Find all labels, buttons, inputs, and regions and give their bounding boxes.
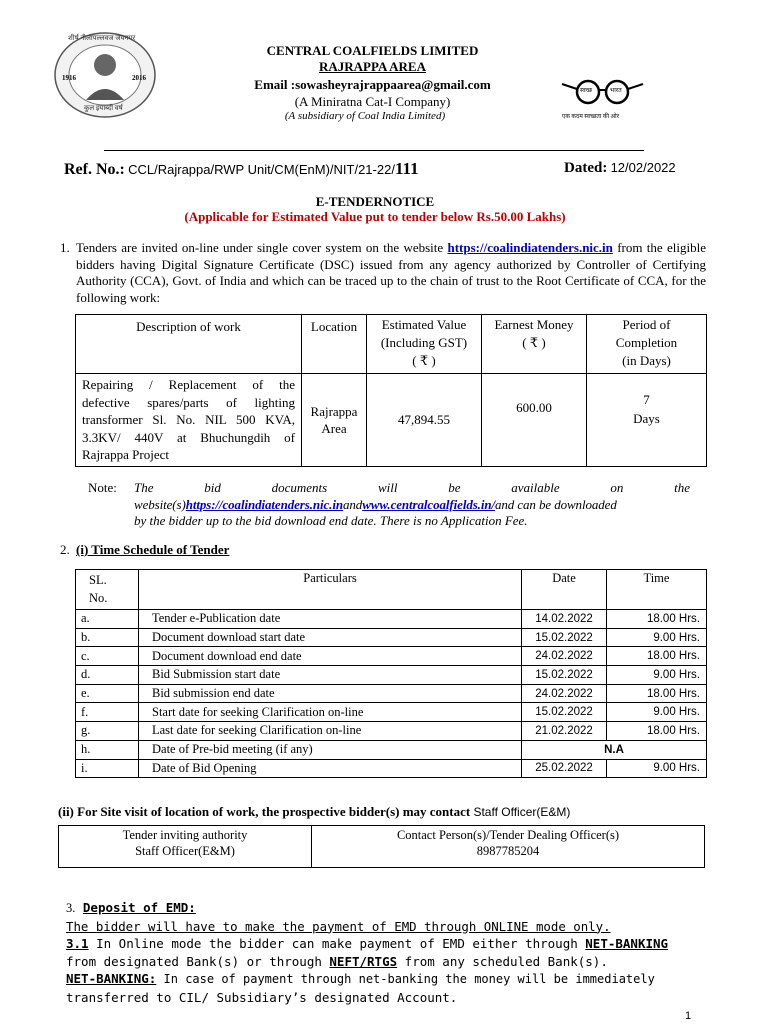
schedule-date: 21.02.2022 <box>522 722 607 741</box>
schedule-date: 24.02.2022 <box>522 647 607 666</box>
emd-line-5: transferred to CIL/ Subsidiary’s designated Account. <box>66 989 458 1005</box>
schedule-row <box>76 610 707 629</box>
est-header-2: (Including GST) <box>380 335 468 350</box>
email-line: Email :sowasheyrajrappaarea@gmail.com <box>254 77 491 92</box>
note-coalindia-link[interactable]: https://coalindiatenders.nic.in <box>185 496 343 512</box>
col-est-header <box>367 315 482 374</box>
emd-line-4 <box>66 970 706 989</box>
schedule-time: 18.00 Hrs. <box>607 647 707 666</box>
emd-neft: NEFT/RTGS <box>329 953 398 969</box>
col-period-header <box>587 315 707 374</box>
sl-header-1: SL. <box>89 573 107 587</box>
site-visit-heading-text: (ii) For Site visit of location of work, the prospective bidder(s) may contact <box>58 804 474 819</box>
time-header: Time <box>607 570 707 610</box>
schedule-time: 9.00 Hrs. <box>607 628 707 647</box>
date-header: Date <box>522 570 607 610</box>
note-label: Note: <box>88 480 117 495</box>
schedule-particular: Last date for seeking Clarification on-line <box>139 722 522 741</box>
logo-left-bottom-text: कुल इयाब्दी वर्ष <box>84 104 123 112</box>
contact-table <box>58 825 705 868</box>
schedule-row <box>76 740 707 759</box>
schedule-sl: b. <box>76 628 139 647</box>
period-header-1: Period of <box>622 317 671 332</box>
schedule-sl: d. <box>76 666 139 685</box>
work-location: Rajrappa Area <box>302 374 367 467</box>
logo-right-text-1: स्वच्छ <box>580 88 593 94</box>
schedule-particular: Start date for seeking Clarification on-line <box>139 703 522 722</box>
schedule-merged: N.A <box>522 740 707 759</box>
subsidiary-line: (A subsidiary of Coal India Limited) <box>284 110 446 122</box>
tender-authority-cell <box>59 826 312 868</box>
schedule-particular: Bid submission end date <box>139 684 522 703</box>
schedule-date: 15.02.2022 <box>522 628 607 647</box>
work-estimated-value: 47,894.55 <box>367 374 482 467</box>
work-table <box>75 314 707 467</box>
site-visit-contact: Staff Officer(E&M) <box>473 805 571 819</box>
emd-line-4-text: In case of payment through net-banking the money will be immediately <box>156 972 655 986</box>
schedule-time: 18.00 Hrs. <box>607 610 707 629</box>
note-pre: website(s) <box>134 496 186 512</box>
emd-line-2a: In Online mode the bidder can make payment of EMD either through <box>88 936 586 951</box>
schedule-row <box>76 684 707 703</box>
schedule-time: 9.00 Hrs. <box>607 759 707 778</box>
sl-header <box>76 570 139 610</box>
schedule-row <box>76 628 707 647</box>
schedule-sl: h. <box>76 740 139 759</box>
emd-line-2 <box>66 935 706 953</box>
schedule-particular: Tender e-Publication date <box>139 610 522 629</box>
note-line-3: by the bidder up to the bid download end date. There is no Application Fee. <box>134 513 528 528</box>
logo-left-year-2: 2016 <box>132 74 146 82</box>
schedule-date: 24.02.2022 <box>522 684 607 703</box>
particulars-header: Particulars <box>139 570 522 610</box>
ref-label: Ref. No.: <box>64 161 125 178</box>
schedule-row <box>76 666 707 685</box>
notice-subtitle: (Applicable for Estimated Value put to tender below Rs.50.00 Lakhs) <box>184 209 566 224</box>
emd-line-3b: from any scheduled Bank(s). <box>397 953 608 969</box>
emd-sub-num: 3.1 <box>66 936 89 951</box>
period-unit: Days <box>633 411 660 426</box>
ref-value: CCL/Rajrappa/RWP Unit/CM(EnM)/NIT/21-22/ <box>128 162 395 177</box>
emd-header-2: ( ₹ ) <box>522 335 546 350</box>
note-text <box>134 480 690 530</box>
logo-right-text-2: भारत <box>610 88 622 94</box>
company-name: CENTRAL COALFIELDS LIMITED <box>266 43 479 58</box>
schedule-row <box>76 759 707 778</box>
schedule-table <box>75 569 707 778</box>
para1-text-a: Tenders are invited on-line under single cover system on the website <box>76 240 448 255</box>
work-description: Repairing / Replacement of the defective spares/parts of lighting transformer Sl. No. NIL 500 KVA, 3.3KV/ 440V at Bhuchungdih of Rajrappa Project <box>76 374 302 467</box>
page-number: 1 <box>685 1010 692 1022</box>
note-line-1: The bid documents will be available on the <box>134 480 690 495</box>
logo-left-year-1: 1916 <box>62 74 76 82</box>
emd-line-3 <box>66 953 706 971</box>
emd-line-3a: from designated Bank(s) or through <box>66 953 330 969</box>
tender-authority-value: Staff Officer(E&M) <box>135 844 235 858</box>
work-period <box>587 374 707 467</box>
schedule-time: 9.00 Hrs. <box>607 703 707 722</box>
emd-nb-label: NET-BANKING: <box>66 971 157 986</box>
logo-right-caption: एक कदम स्वच्छता की ओर <box>562 114 620 120</box>
emd-heading: Deposit of EMD: <box>82 900 196 915</box>
schedule-time: 9.00 Hrs. <box>607 666 707 685</box>
sl-header-2: No. <box>89 591 108 605</box>
period-header-2: Completion <box>615 335 678 350</box>
est-header-1: Estimated Value <box>381 317 467 332</box>
work-earnest-money: 600.00 <box>482 374 587 467</box>
emd-num: 3. <box>66 901 76 915</box>
contact-row <box>59 826 705 868</box>
contact-person-header: Contact Person(s)/Tender Dealing Officer(s) <box>396 828 620 842</box>
schedule-particular: Date of Pre-bid meeting (if any) <box>139 740 522 759</box>
schedule-row <box>76 703 707 722</box>
schedule-date: 14.02.2022 <box>522 610 607 629</box>
site-visit-heading <box>58 804 570 820</box>
note-post: and can be downloaded <box>495 496 617 512</box>
ref-number: 111 <box>394 159 419 178</box>
note-and: and <box>342 496 363 512</box>
swachh-bharat-logo <box>560 72 645 122</box>
col-desc-header-text: Description of work <box>136 319 241 334</box>
company-category: (A Miniratna Cat-I Company) <box>294 94 451 109</box>
area-name: RAJRAPPA AREA <box>318 59 426 74</box>
work-table-header <box>76 315 707 374</box>
para1-text-b: from the eligible bidders having Digital Signature Certificate (DSC) issued from any agency authorized by Controller of Certifying Authority (CCA), Govt. of India and which can be traced up to the chain of trust to the Root Certificate of CCA, for the following work: <box>76 240 706 305</box>
schedule-row <box>76 722 707 741</box>
schedule-header <box>76 570 707 610</box>
period-value: 7 <box>643 392 650 407</box>
schedule-particular: Document download end date <box>139 647 522 666</box>
logo-left-arc-text: शीर्ष नीलापल्लवज जयनगर <box>68 34 136 42</box>
schedule-particular: Date of Bid Opening <box>139 759 522 778</box>
schedule-time: 18.00 Hrs. <box>607 722 707 741</box>
emd-header-1: Earnest Money <box>494 317 574 332</box>
col-desc-header <box>76 315 302 374</box>
schedule-date: 15.02.2022 <box>522 703 607 722</box>
period-header-3: (in Days) <box>622 353 671 368</box>
para1-text <box>76 240 706 306</box>
contact-person-cell <box>312 826 705 868</box>
schedule-date: 25.02.2022 <box>522 759 607 778</box>
emd-netbanking: NET-BANKING <box>585 936 669 951</box>
est-header-3: ( ₹ ) <box>412 353 436 368</box>
para1-number: 1. <box>60 240 70 255</box>
schedule-sl: c. <box>76 647 139 666</box>
tender-authority-header: Tender inviting authority <box>122 828 248 842</box>
col-emd-header <box>482 315 587 374</box>
schedule-row <box>76 647 707 666</box>
section2-number: 2. <box>60 542 70 557</box>
schedule-sl: f. <box>76 703 139 722</box>
schedule-time: 18.00 Hrs. <box>607 684 707 703</box>
header-divider <box>104 150 644 151</box>
emd-section <box>66 899 706 1006</box>
work-table-row <box>76 374 707 467</box>
schedule-sl: g. <box>76 722 139 741</box>
schedule-particular: Document download start date <box>139 628 522 647</box>
emd-heading-line <box>66 899 706 918</box>
schedule-sl: a. <box>76 610 139 629</box>
note-line-2 <box>134 497 690 514</box>
col-location-header <box>302 315 367 374</box>
notice-title: E-TENDERNOTICE <box>315 194 435 209</box>
dated-line <box>564 160 676 177</box>
col-location-header-text: Location <box>310 319 358 334</box>
coalindia-tenders-link[interactable]: https://coalindiatenders.nic.in <box>447 240 613 255</box>
contact-person-value: 8987785204 <box>476 844 540 858</box>
schedule-particular: Bid Submission start date <box>139 666 522 685</box>
schedule-sl: i. <box>76 759 139 778</box>
dated-value: 12/02/2022 <box>610 160 676 175</box>
schedule-sl: e. <box>76 684 139 703</box>
section2-heading: (i) Time Schedule of Tender <box>76 542 230 557</box>
dated-label: Dated: <box>564 160 608 176</box>
schedule-date: 15.02.2022 <box>522 666 607 685</box>
emd-line-1: The bidder will have to make the payment of EMD through ONLINE mode only. <box>66 918 611 934</box>
note-ccl-link[interactable]: www.centralcoalfields.in/ <box>362 496 495 512</box>
